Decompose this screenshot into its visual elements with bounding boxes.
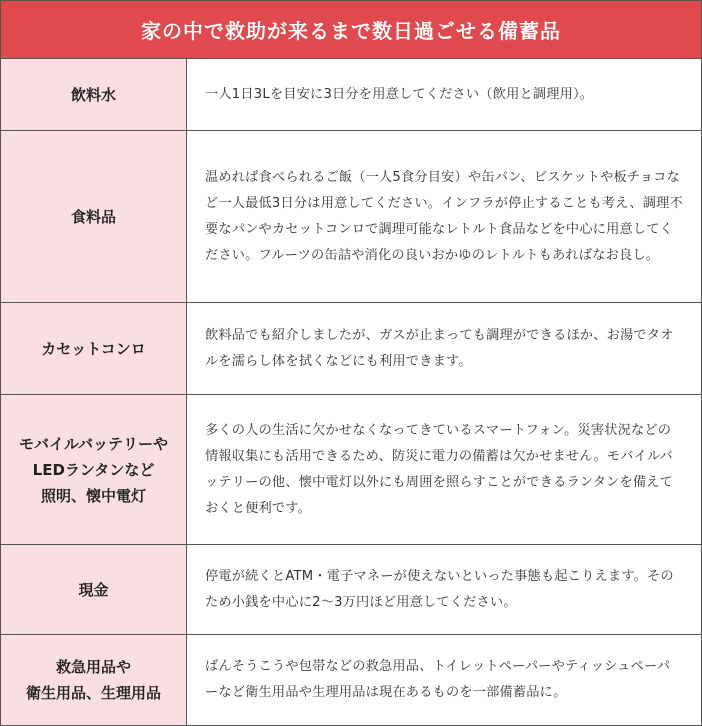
item-label: モバイルバッテリーや LEDランタンなど 照明、懐中電灯 bbox=[1, 395, 187, 544]
item-description bbox=[187, 395, 701, 544]
item-description bbox=[187, 131, 701, 302]
table-row bbox=[1, 131, 701, 303]
table-row bbox=[1, 395, 701, 545]
item-description-text: 多くの人の生活に欠かせなくなってきているスマートフォン。災害状況などの情報収集にも活用できるため、防災に電力の備蓄は欠かせません。モバイルバッテリーの他、懐中電灯以外にも周囲を照らすことができるランタンを備えておくと便利です。 bbox=[205, 422, 674, 516]
table-row bbox=[1, 303, 701, 395]
item-description-text: ばんそうこうや包帯などの救急用品、トイレットペーパーやティッシュペーパーなど衛生用品や生理用品は現在あるものを一部備蓄品に。 bbox=[205, 659, 671, 700]
item-description-text: 一人1日3Lを目安に3日分を用意してください（飲用と調理用）。 bbox=[205, 86, 594, 102]
item-description bbox=[187, 635, 701, 725]
item-label: 飲料水 bbox=[1, 59, 187, 130]
item-label: 救急用品や 衛生用品、生理用品 bbox=[1, 635, 187, 725]
table-row bbox=[1, 59, 701, 131]
item-description-text: 飲料品でも紹介しましたが、ガスが止まっても調理ができるほか、お湯でタオルを濡らし体を拭くなどにも利用できます。 bbox=[205, 327, 674, 369]
item-description-text: 温めれば食べられるご飯（一人5食分目安）や缶パン、ビスケットや板チョコなど一人最低3日分は用意してください。インフラが停止することも考え、調理不要なパンやカセットコンロで調理可能なレトルト食品などを中心に用意してください。フルーツの缶詰や消化の良いおかゆのレトルトもあればなお良し。 bbox=[205, 169, 683, 263]
item-label: カセットコンロ bbox=[1, 303, 187, 394]
item-description-text: 停電が続くとATM・電子マネーが使えないといった事態も起こりえます。そのため小銭を中心に2〜3万円ほど用意してください。 bbox=[205, 568, 674, 610]
item-label: 食料品 bbox=[1, 131, 187, 302]
item-label: 現金 bbox=[1, 545, 187, 634]
item-description bbox=[187, 303, 701, 394]
table-title: 家の中で救助が来るまで数日過ごせる備蓄品 bbox=[1, 1, 701, 59]
table-row bbox=[1, 635, 701, 725]
item-description bbox=[187, 545, 701, 634]
item-description bbox=[187, 59, 701, 130]
table-row bbox=[1, 545, 701, 635]
